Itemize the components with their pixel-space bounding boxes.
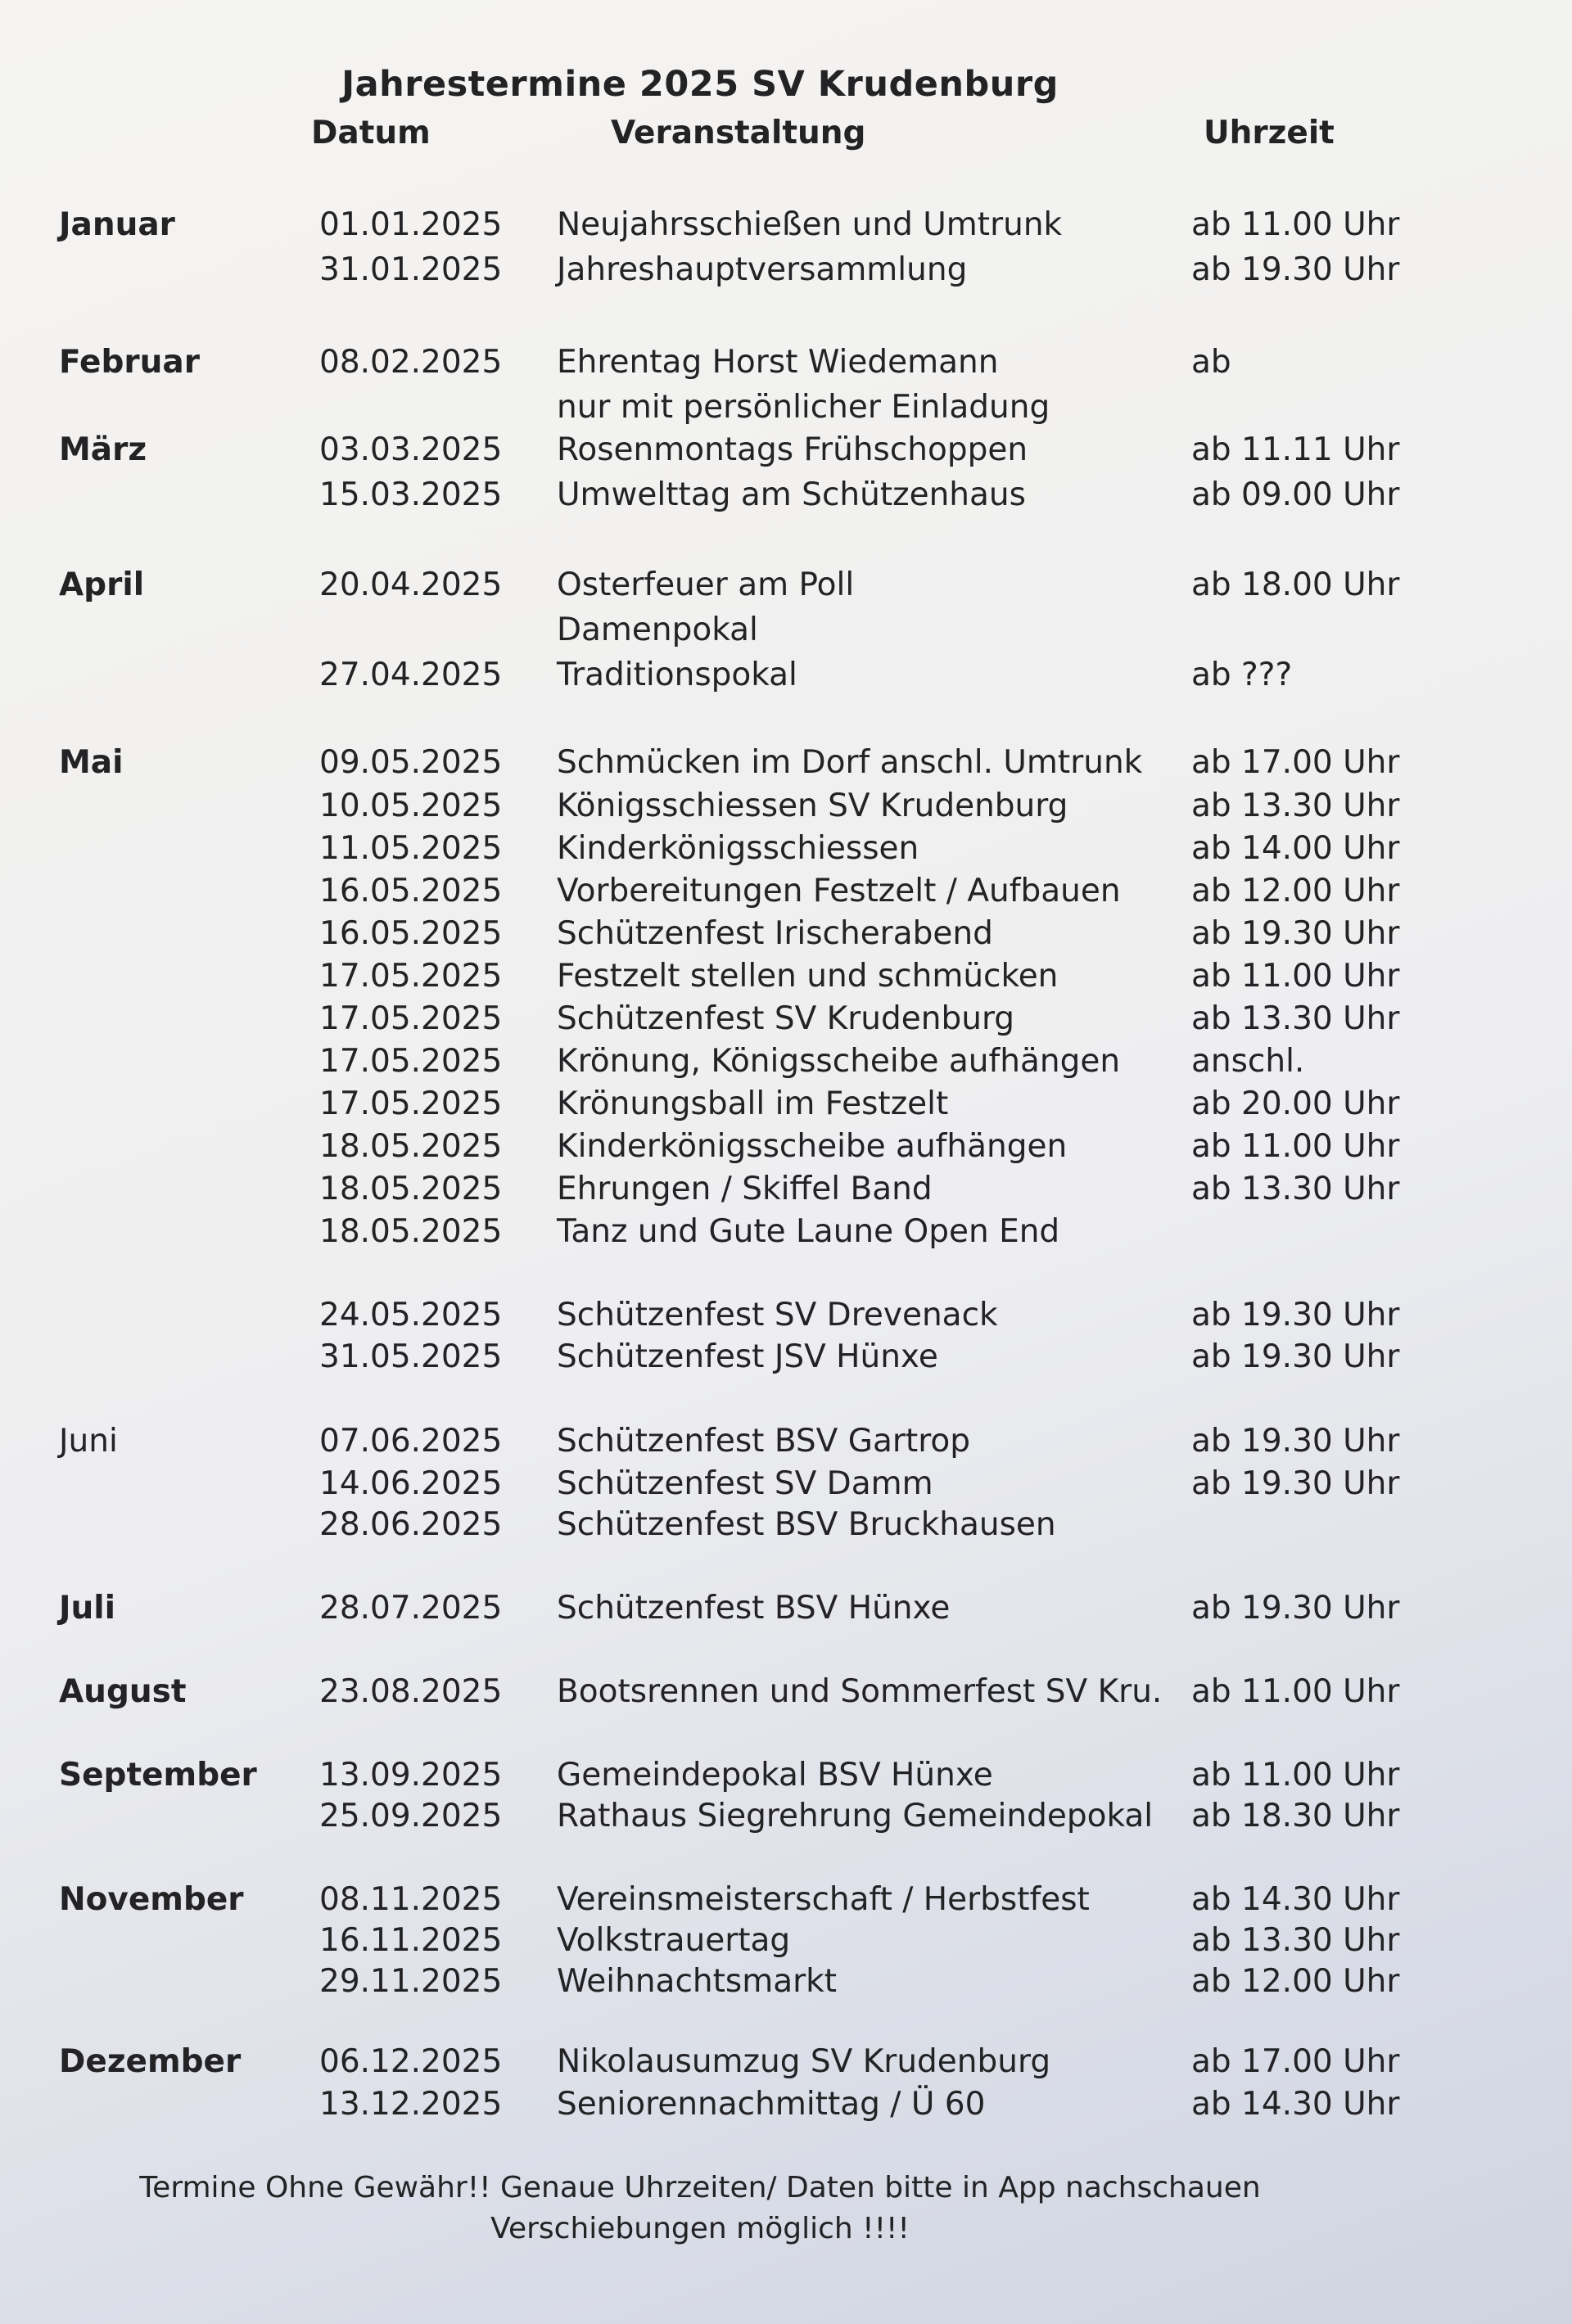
event-cell: Schützenfest SV Drevenack (557, 1297, 998, 1333)
date-cell: 24.05.2025 (319, 1297, 503, 1333)
time-cell: ab 14.30 Uhr (1191, 2086, 1400, 2123)
time-cell: ab 13.30 Uhr (1191, 1000, 1400, 1037)
table-row (0, 1922, 1572, 1965)
footer-disclaimer: Termine Ohne Gewähr!! Genaue Uhrzeiten/ Daten bitte in App nachschauen (139, 2171, 1261, 2204)
date-cell: 08.11.2025 (319, 1881, 503, 1918)
event-cell: Neujahrsschießen und Umtrunk (557, 206, 1063, 243)
date-cell: 28.06.2025 (319, 1506, 503, 1543)
date-cell: 16.11.2025 (319, 1922, 503, 1959)
event-cell: Jahreshauptversammlung (557, 251, 968, 288)
event-cell: Kinderkönigsscheibe aufhängen (557, 1128, 1068, 1165)
table-row (0, 476, 1572, 519)
month-label: Juli (59, 1590, 116, 1627)
footer-note: Verschiebungen möglich !!!! (490, 2212, 910, 2245)
date-cell: 31.01.2025 (319, 251, 503, 288)
table-row (0, 1798, 1572, 1840)
date-cell: 17.05.2025 (319, 1043, 503, 1080)
table-row (0, 2043, 1572, 2086)
event-cell: Schmücken im Dorf anschl. Umtrunk (557, 744, 1143, 781)
table-row (0, 744, 1572, 787)
event-cell: Schützenfest SV Damm (557, 1465, 933, 1502)
month-label: September (59, 1757, 257, 1794)
time-cell: ab 19.30 Uhr (1191, 251, 1400, 288)
table-row (0, 1000, 1572, 1043)
table-row (0, 389, 1572, 431)
event-cell: Schützenfest Irischerabend (557, 915, 993, 952)
event-cell: Damenpokal (557, 611, 758, 648)
event-cell: Ehrungen / Skiffel Band (557, 1171, 933, 1207)
date-cell: 13.12.2025 (319, 2086, 503, 2123)
date-cell: 11.05.2025 (319, 830, 503, 867)
column-header-uhrzeit: Uhrzeit (1204, 115, 1335, 151)
table-row (0, 1085, 1572, 1128)
date-cell: 29.11.2025 (319, 1963, 503, 2000)
time-cell: ab 13.30 Uhr (1191, 1922, 1400, 1959)
event-cell: Tanz und Gute Laune Open End (557, 1213, 1060, 1250)
table-row (0, 915, 1572, 958)
date-cell: 28.07.2025 (319, 1590, 503, 1627)
date-cell: 09.05.2025 (319, 744, 503, 781)
table-row (0, 830, 1572, 873)
event-cell: Bootsrennen und Sommerfest SV Kru. (557, 1673, 1163, 1710)
event-cell: Schützenfest BSV Gartrop (557, 1423, 970, 1460)
event-cell: Königsschiessen SV Krudenburg (557, 787, 1068, 824)
month-label: August (59, 1673, 187, 1710)
table-row (0, 657, 1572, 699)
event-cell: Festzelt stellen und schmücken (557, 958, 1059, 995)
time-cell: ab 17.00 Uhr (1191, 744, 1400, 781)
time-cell: ab 19.30 Uhr (1191, 1423, 1400, 1460)
table-row (0, 1338, 1572, 1381)
table-row (0, 566, 1572, 609)
event-cell: nur mit persönlicher Einladung (557, 389, 1050, 426)
event-cell: Vorbereitungen Festzelt / Aufbauen (557, 873, 1121, 909)
month-label: Juni (59, 1423, 118, 1460)
event-cell: Schützenfest JSV Hünxe (557, 1338, 938, 1375)
table-row (0, 251, 1572, 294)
time-cell: anschl. (1191, 1043, 1305, 1080)
date-cell: 18.05.2025 (319, 1171, 503, 1207)
date-cell: 23.08.2025 (319, 1673, 503, 1710)
event-cell: Volkstrauertag (557, 1922, 791, 1959)
date-cell: 13.09.2025 (319, 1757, 503, 1794)
month-label: Mai (59, 744, 124, 781)
time-cell: ab (1191, 344, 1231, 381)
time-cell: ab 11.00 Uhr (1191, 1673, 1400, 1710)
date-cell: 25.09.2025 (319, 1798, 503, 1834)
time-cell: ab 12.00 Uhr (1191, 873, 1400, 909)
table-row (0, 431, 1572, 474)
table-row (0, 1506, 1572, 1549)
date-cell: 06.12.2025 (319, 2043, 503, 2080)
date-cell: 01.01.2025 (319, 206, 503, 243)
column-header-veranstaltung: Veranstaltung (611, 115, 866, 151)
date-cell: 17.05.2025 (319, 1085, 503, 1122)
table-row (0, 787, 1572, 830)
time-cell: ab 18.00 Uhr (1191, 566, 1400, 603)
table-row (0, 1423, 1572, 1465)
time-cell: ab 19.30 Uhr (1191, 1465, 1400, 1502)
month-label: April (59, 566, 145, 603)
time-cell: ab 11.00 Uhr (1191, 958, 1400, 995)
date-cell: 14.06.2025 (319, 1465, 503, 1502)
event-cell: Vereinsmeisterschaft / Herbstfest (557, 1881, 1090, 1918)
event-cell: Schützenfest BSV Bruckhausen (557, 1506, 1056, 1543)
time-cell: ab 11.00 Uhr (1191, 1757, 1400, 1794)
table-row (0, 1590, 1572, 1632)
date-cell: 18.05.2025 (319, 1128, 503, 1165)
time-cell: ab ??? (1191, 657, 1293, 693)
document-title: Jahrestermine 2025 SV Krudenburg (341, 64, 1059, 105)
table-row (0, 958, 1572, 1000)
event-cell: Kinderkönigsschiessen (557, 830, 919, 867)
date-cell: 17.05.2025 (319, 1000, 503, 1037)
date-cell: 20.04.2025 (319, 566, 503, 603)
table-row (0, 1171, 1572, 1213)
date-cell: 15.03.2025 (319, 476, 503, 513)
time-cell: ab 20.00 Uhr (1191, 1085, 1400, 1122)
table-row (0, 873, 1572, 915)
table-row (0, 611, 1572, 654)
table-row (0, 1963, 1572, 2006)
table-row (0, 206, 1572, 249)
event-cell: Krönungsball im Festzelt (557, 1085, 949, 1122)
event-cell: Umwelttag am Schützenhaus (557, 476, 1026, 513)
event-cell: Seniorennachmittag / Ü 60 (557, 2086, 986, 2123)
time-cell: ab 11.11 Uhr (1191, 431, 1400, 468)
date-cell: 16.05.2025 (319, 873, 503, 909)
month-label: Dezember (59, 2043, 242, 2080)
event-cell: Osterfeuer am Poll (557, 566, 855, 603)
date-cell: 18.05.2025 (319, 1213, 503, 1250)
time-cell: ab 12.00 Uhr (1191, 1963, 1400, 2000)
time-cell: ab 11.00 Uhr (1191, 1128, 1400, 1165)
table-row (0, 1213, 1572, 1256)
event-cell: Ehrentag Horst Wiedemann (557, 344, 999, 381)
time-cell: ab 14.00 Uhr (1191, 830, 1400, 867)
event-cell: Traditionspokal (557, 657, 797, 693)
event-cell: Weihnachtsmarkt (557, 1963, 838, 2000)
month-label: Januar (59, 206, 175, 243)
month-label: Februar (59, 344, 200, 381)
date-cell: 10.05.2025 (319, 787, 503, 824)
date-cell: 03.03.2025 (319, 431, 503, 468)
time-cell: ab 14.30 Uhr (1191, 1881, 1400, 1918)
time-cell: ab 17.00 Uhr (1191, 2043, 1400, 2080)
month-label: November (59, 1881, 244, 1918)
table-row (0, 1128, 1572, 1171)
date-cell: 08.02.2025 (319, 344, 503, 381)
time-cell: ab 19.30 Uhr (1191, 1590, 1400, 1627)
date-cell: 16.05.2025 (319, 915, 503, 952)
table-row (0, 1465, 1572, 1508)
table-row (0, 344, 1572, 386)
event-cell: Gemeindepokal BSV Hünxe (557, 1757, 993, 1794)
time-cell: ab 13.30 Uhr (1191, 787, 1400, 824)
table-row (0, 1881, 1572, 1924)
time-cell: ab 18.30 Uhr (1191, 1798, 1400, 1834)
event-cell: Schützenfest SV Krudenburg (557, 1000, 1015, 1037)
event-cell: Nikolausumzug SV Krudenburg (557, 2043, 1051, 2080)
event-cell: Rosenmontags Frühschoppen (557, 431, 1028, 468)
time-cell: ab 19.30 Uhr (1191, 1297, 1400, 1333)
month-label: März (59, 431, 147, 468)
table-row (0, 1297, 1572, 1339)
table-row (0, 2086, 1572, 2128)
table-row (0, 1673, 1572, 1716)
time-cell: ab 19.30 Uhr (1191, 915, 1400, 952)
column-header-datum: Datum (311, 115, 431, 151)
time-cell: ab 09.00 Uhr (1191, 476, 1400, 513)
date-cell: 31.05.2025 (319, 1338, 503, 1375)
date-cell: 07.06.2025 (319, 1423, 503, 1460)
event-cell: Krönung, Königsscheibe aufhängen (557, 1043, 1121, 1080)
time-cell: ab 13.30 Uhr (1191, 1171, 1400, 1207)
table-row (0, 1757, 1572, 1799)
time-cell: ab 11.00 Uhr (1191, 206, 1400, 243)
time-cell: ab 19.30 Uhr (1191, 1338, 1400, 1375)
event-cell: Schützenfest BSV Hünxe (557, 1590, 951, 1627)
date-cell: 27.04.2025 (319, 657, 503, 693)
date-cell: 17.05.2025 (319, 958, 503, 995)
table-row (0, 1043, 1572, 1085)
event-cell: Rathaus Siegrehrung Gemeindepokal (557, 1798, 1154, 1834)
